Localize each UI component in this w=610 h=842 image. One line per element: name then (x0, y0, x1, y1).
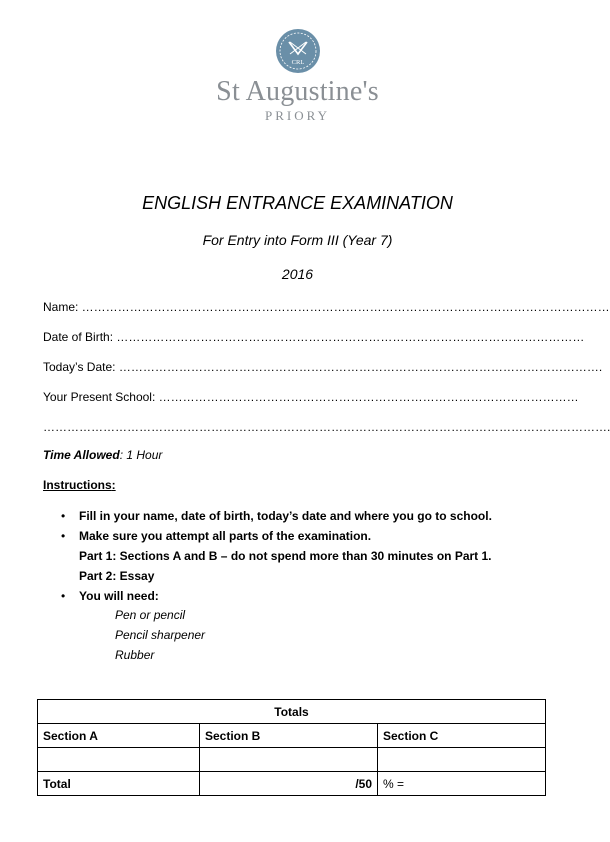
instructions-heading (43, 478, 116, 492)
present-school-field: Your Present School: …………………………………………………………………………………………… (43, 390, 579, 404)
bullet-icon: • (61, 529, 66, 543)
total-out-of: /50 (200, 772, 378, 796)
total-row (38, 772, 546, 796)
time-allowed (43, 448, 162, 462)
extra-line-field: ……………………………………………………………………………………………………………………………. (43, 420, 610, 434)
instruction-2-part1: Part 1: Sections A and B – do not spend more than 30 minutes on Part 1. (79, 549, 492, 563)
totals-table (37, 699, 546, 796)
bullet-icon: • (61, 589, 66, 603)
bullet-icon: • (61, 509, 66, 523)
exam-subtitle: For Entry into Form III (Year 7) (202, 232, 393, 248)
crest-icon (275, 28, 321, 74)
exam-year: 2016 (281, 266, 314, 282)
percent-label: % = (378, 772, 546, 796)
time-allowed-value: : 1 Hour (119, 448, 163, 462)
instruction-2: Make sure you attempt all parts of the examination. (79, 529, 372, 543)
section-a-label: Section A (38, 724, 200, 748)
section-c-score[interactable] (378, 748, 546, 772)
instructions-heading-text: Instructions (43, 478, 112, 492)
instructions-colon: : (111, 478, 116, 492)
section-b-score[interactable] (200, 748, 378, 772)
instruction-2-part2: Part 2: Essay (79, 569, 155, 583)
time-allowed-label: Time Allowed (43, 448, 120, 462)
school-sub: PRIORY (265, 108, 330, 123)
todays-date-field: Today’s Date: …………………………………………………………………………………………………………. (43, 360, 603, 374)
instruction-3: You will need: (79, 589, 159, 603)
need-item: Rubber (115, 648, 155, 662)
instruction-1: Fill in your name, date of birth, today’s date and where you go to school. (79, 509, 492, 523)
crest-letters: CRL (291, 59, 304, 66)
totals-heading: Totals (38, 700, 546, 724)
totals-header-row (38, 700, 546, 724)
exam-title: ENGLISH ENTRANCE EXAMINATION (142, 193, 453, 213)
school-name: St Augustine's (216, 76, 379, 107)
school-logo (0, 28, 595, 124)
need-item: Pen or pencil (115, 608, 186, 622)
dob-field: Date of Birth: ……………………………………………………………………………………………………… (43, 330, 585, 344)
sections-row (38, 724, 546, 748)
total-label: Total (38, 772, 200, 796)
scores-row (38, 748, 546, 772)
section-b-label: Section B (200, 724, 378, 748)
need-item: Pencil sharpener (115, 628, 206, 642)
section-a-score[interactable] (38, 748, 200, 772)
name-field: Name: …………………………………………………………………………………………………………………… (43, 300, 610, 314)
section-c-label: Section C (378, 724, 546, 748)
